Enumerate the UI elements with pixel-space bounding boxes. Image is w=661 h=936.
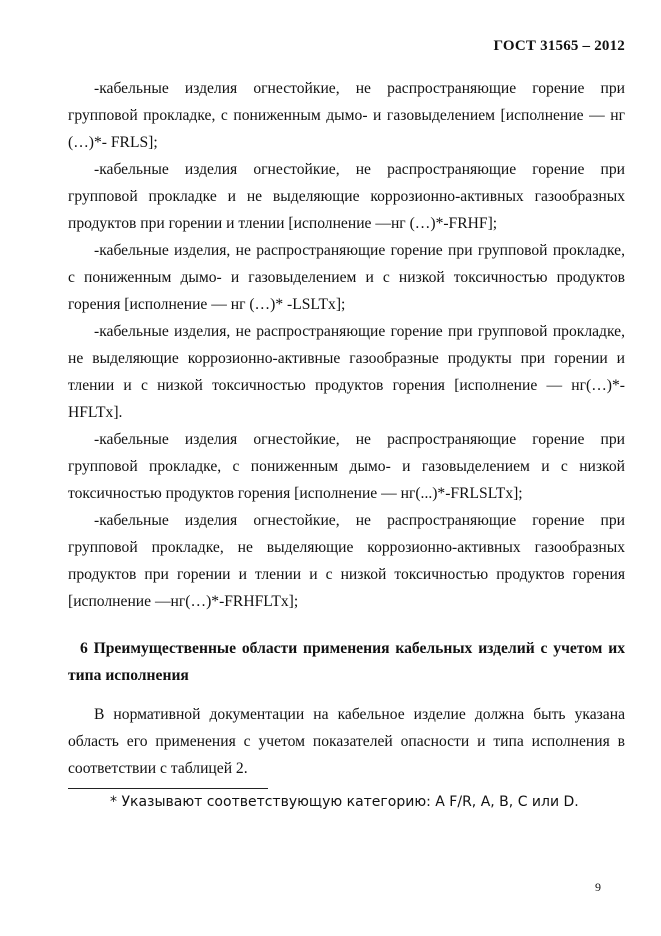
list-item: -кабельные изделия огнестойкие, не распространяющие горение при групповой прокладке, с пониженным дымо- и газовыделением и с низкой токсичностью продуктов горения [исполнение — нг(...)*-FRLSLTx]; — [68, 431, 625, 502]
list-item: -кабельные изделия, не распространяющие горение при групповой прокладке, с пониженным дымо- и газовыделением и с низкой токсичностью продуктов горения [исполнение — нг (…)* -LSLTx]; — [68, 242, 625, 313]
list-item: -кабельные изделия огнестойкие, не распространяющие горение при групповой прокладке, не выделяющие коррозионно-активных газообразных продуктов при горении и тлении и с низкой токсичностью продуктов горения [исполнение —нг(…)*-FRHFLTx]; — [68, 512, 625, 610]
page-body — [68, 75, 625, 813]
list-item: -кабельные изделия, не распространяющие горение при групповой прокладке, не выделяющие коррозионно-активные газообразные продукты при горении и тлении и с низкой токсичностью продуктов горения [исполнение — нг(…)*-HFLTx]. — [68, 323, 625, 421]
list-item: -кабельные изделия огнестойкие, не распространяющие горение при групповой прокладке, с пониженным дымо- и газовыделением [исполнение — нг (…)*- FRLS]; — [68, 80, 625, 151]
page-number: 9 — [595, 880, 601, 894]
document-header: ГОСТ 31565 – 2012 — [493, 38, 625, 54]
footnote-separator — [68, 788, 268, 789]
list-item: -кабельные изделия огнестойкие, не распространяющие горение при групповой прокладке и не выделяющие коррозионно-активных газообразных продуктов при горении и тлении [исполнение —нг (…)*-FRHF]; — [68, 161, 625, 232]
section-heading: 6 Преимущественные области применения кабельных изделий с учетом их типа исполнения — [68, 640, 625, 684]
footnote: * Указывают соответствующую категорию: A F/R, A, B, C или D. — [110, 794, 579, 810]
section-paragraph: В нормативной документации на кабельное изделие должна быть указана область его применения с учетом показателей опасности и типа исполнения в соответствии с таблицей 2. — [68, 706, 625, 777]
